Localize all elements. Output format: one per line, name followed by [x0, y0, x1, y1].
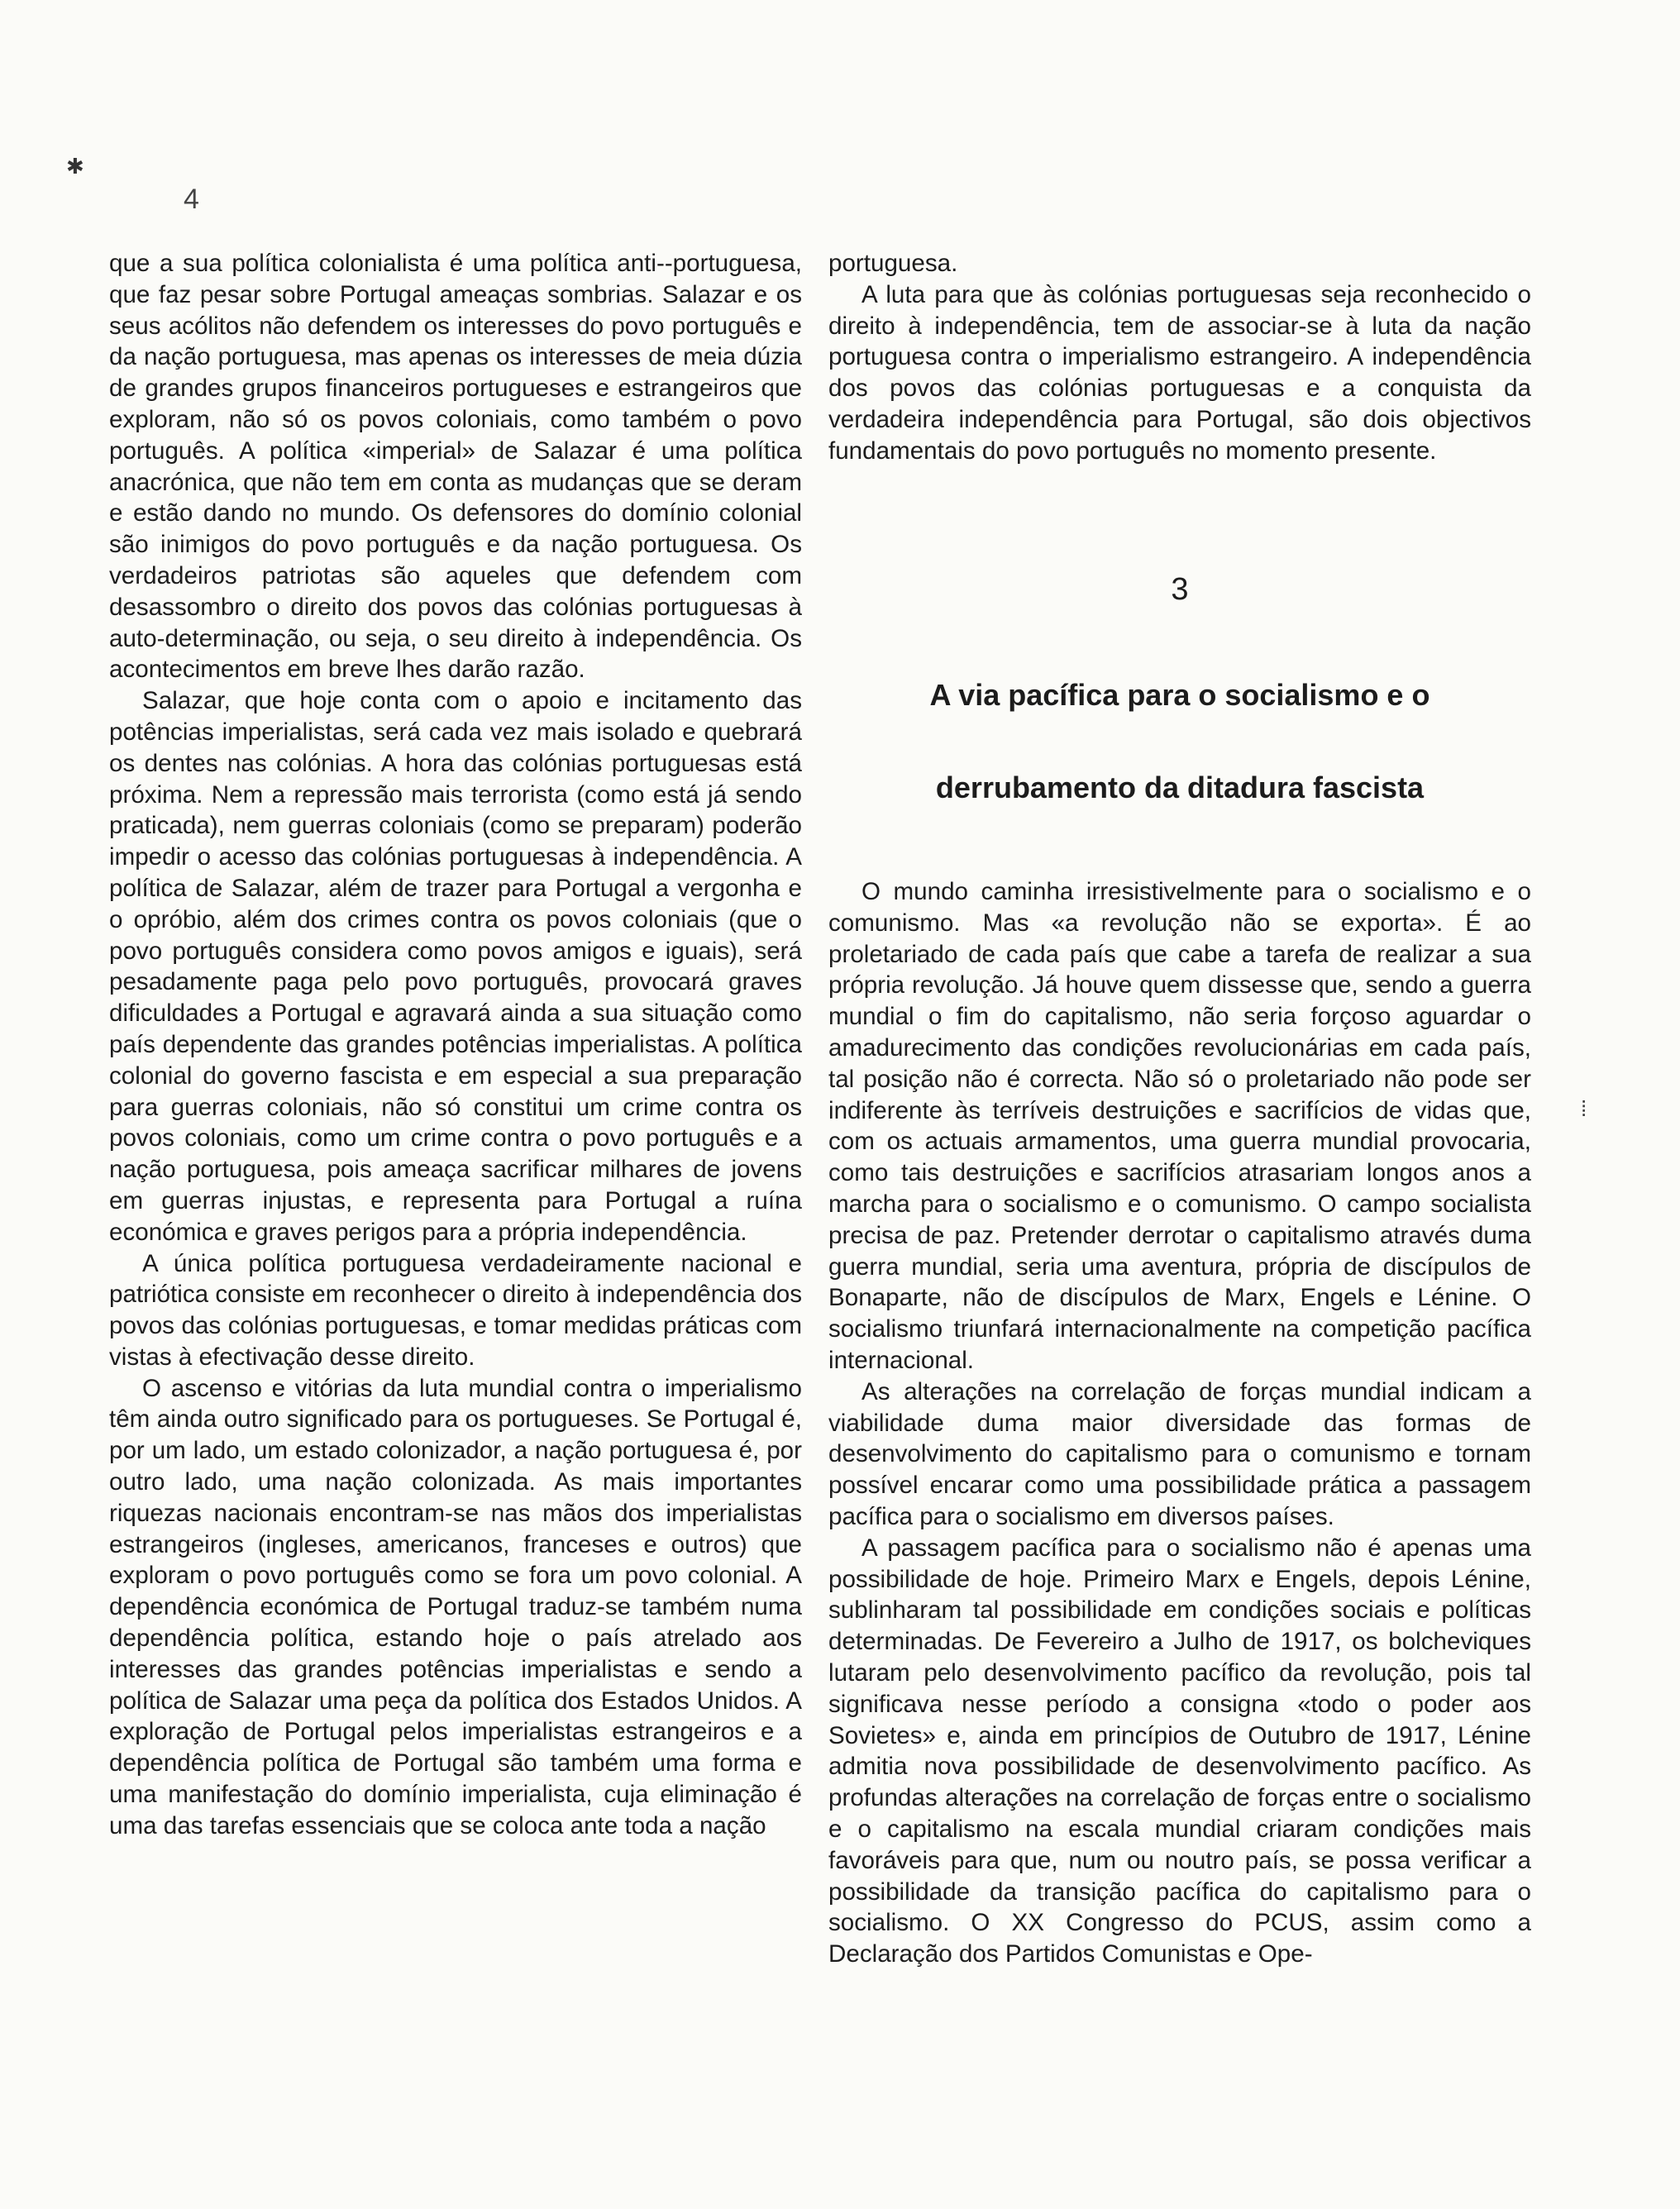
paragraph: O mundo caminha irresistivelmente para o socialismo e o comunismo. Mas «a revolução não se exporta». É ao proletariado de cada país que cabe a tarefa de realizar a sua própria revolução. Já houve quem dissesse que, sendo a guerra mundial o fim do capitalismo, não seria forçoso aguardar o amadurecimento das condições revolucionárias em cada país, tal posição não é correcta. Não só o proletariado não pode ser indiferente às terríveis destruições e sacrifícios de vidas que, com os actuais armamentos, uma guerra mundial provocaria, como tais destruições e sacrifícios atrasariam longos anos a marcha para o socialismo e o comunismo. O campo socialista precisa de paz. Pretender derrotar o capitalismo através duma guerra mundial, seria uma aventura, própria de discípulos de Bonaparte, não de discípulos de Marx, Engels e Lénine. O socialismo triunfará internacionalmente na competição pacífica internacional. [828, 878, 1531, 1374]
paragraph: A luta para que às colónias portuguesas seja reconhecido o direito à independência, tem de associar-se à luta da nação portuguesa contra o imperialismo estrangeiro. A independência dos povos das colónias portuguesas e a conquista da verdadeira independência para Portugal, são dois objectivos fundamentais do povo português no momento presente. [828, 280, 1531, 465]
right-column-body [828, 876, 1531, 1970]
paragraph: Salazar, que hoje conta com o apoio e incitamento das potências imperialistas, será cada vez mais isolado e quebrará os dentes nas colónias. A hora das colónias portuguesas está próxima. Nem a repressão mais terrorista (como está já sendo praticada), nem guerras coloniais (como se preparam) poderão impedir o acesso das colónias portuguesas à independência. A política de Salazar, além de trazer para Portugal a vergonha e o opróbio, além dos crimes contra os povos coloniais (que o povo português considera como povos amigos e iguais), será pesadamente paga pelo povo português, provocará graves dificuldades a Portugal e agravará ainda a sua situação como país dependente das grandes potências imperialistas. A política colonial do governo fascista e em especial a sua preparação para guerras coloniais, não só constitui um crime contra os povos coloniais, como um crime contra o povo português e a nação portuguesa, pois ameaça sacrificar milhares de jovens em guerras injustas, e representa para Portugal a ruína económica e graves perigos para a própria independência. [109, 687, 802, 1246]
left-column [109, 248, 802, 1842]
paragraph: que a sua política colonialista é uma política anti--portuguesa, que faz pesar sobre Portugal ameaças sombrias. Salazar e os seus acólitos não defendem os interesses do povo português e da nação portuguesa, mas apenas os interesses de meia dúzia de grandes grupos financeiros portugueses e estrangeiros que exploram, não só os povos coloniais, como também o povo português. A política «imperial» de Salazar é uma política anacrónica, que não tem em conta as mudanças que se deram e estão dando no mundo. Os defensores do domínio colonial são inimigos do povo português e da nação portuguesa. Os verdadeiros patriotas são aqueles que defendem com desassombro o direito dos povos das colónias portuguesas à auto-determinação, ou seja, o seu direito à independência. Os acontecimentos em breve lhes darão razão. [109, 250, 802, 684]
paragraph: portuguesa. [828, 250, 958, 277]
paragraph: A passagem pacífica para o socialismo não é apenas uma possibilidade de hoje. Primeiro Marx e Engels, depois Lénine, sublinharam tal possibilidade em condições sociais e políticas determinadas. De Fevereiro a Julho de 1917, os bolcheviques lutaram pelo desenvolvimento pacífico da revolução, pois tal significava nesse período a consigna «todo o poder aos Sovietes» e, ainda em princípios de Outubro de 1917, Lénine admitia nova possibilidade de desenvolvimento pacífico. As profundas alterações na correlação de forças entre o socialismo e o capitalismo na escala mundial criaram condições mais favoráveis para que, num ou noutro país, se possa verificar a possibilidade da transição pacífica do capitalismo para o socialismo. O XX Congresso do PCUS, assim como a Declaração dos Partidos Comunistas e Ope- [828, 1534, 1531, 1968]
right-column-top [828, 248, 1531, 467]
section-title-line-2: derrubamento da ditadura fascista [935, 771, 1425, 804]
section-number: 3 [1171, 572, 1189, 607]
section-title-line-1: A via pacífica para o socialismo e o [929, 678, 1430, 712]
scan-mark: ✱ [66, 154, 84, 179]
paragraph: A única política portuguesa verdadeiramente nacional e patriótica consiste em reconhecer o direito à independência dos povos das colónias portuguesas, e tomar medidas práticas com vistas à efectivação desse direito. [109, 1249, 802, 1371]
paragraph: As alterações na correlação de forças mundial indicam a viabilidade duma maior diversidade das formas de desenvolvimento do capitalismo para o comunismo e tornam possível encarar como uma possibilidade prática a passagem pacífica para o socialismo em diversos países. [828, 1377, 1531, 1530]
paragraph: O ascenso e vitórias da luta mundial contra o imperialismo têm ainda outro significado para os portugueses. Se Portugal é, por um lado, um estado colonizador, a nação portuguesa é, por outro lado, uma nação colonizada. As mais importantes riquezas nacionais encontram-se nas mãos dos imperialistas estrangeiros (ingleses, americanos, franceses e outros) que exploram o povo português como se fora um povo colonial. A dependência económica de Portugal traduz-se também numa dependência política, estando hoje o país atrelado aos interesses das grandes potências imperialistas e sendo a política de Salazar uma peça da política dos Estados Unidos. A exploração de Portugal pelos imperialistas estrangeiros e a dependência política de Portugal são também uma forma e uma manifestação do domínio imperialista, cuja eliminação é uma das tarefas essenciais que se coloca ante toda a nação [109, 1374, 802, 1839]
scan-mark: ⁞ [1581, 1096, 1587, 1121]
page-number: 4 [184, 184, 199, 215]
